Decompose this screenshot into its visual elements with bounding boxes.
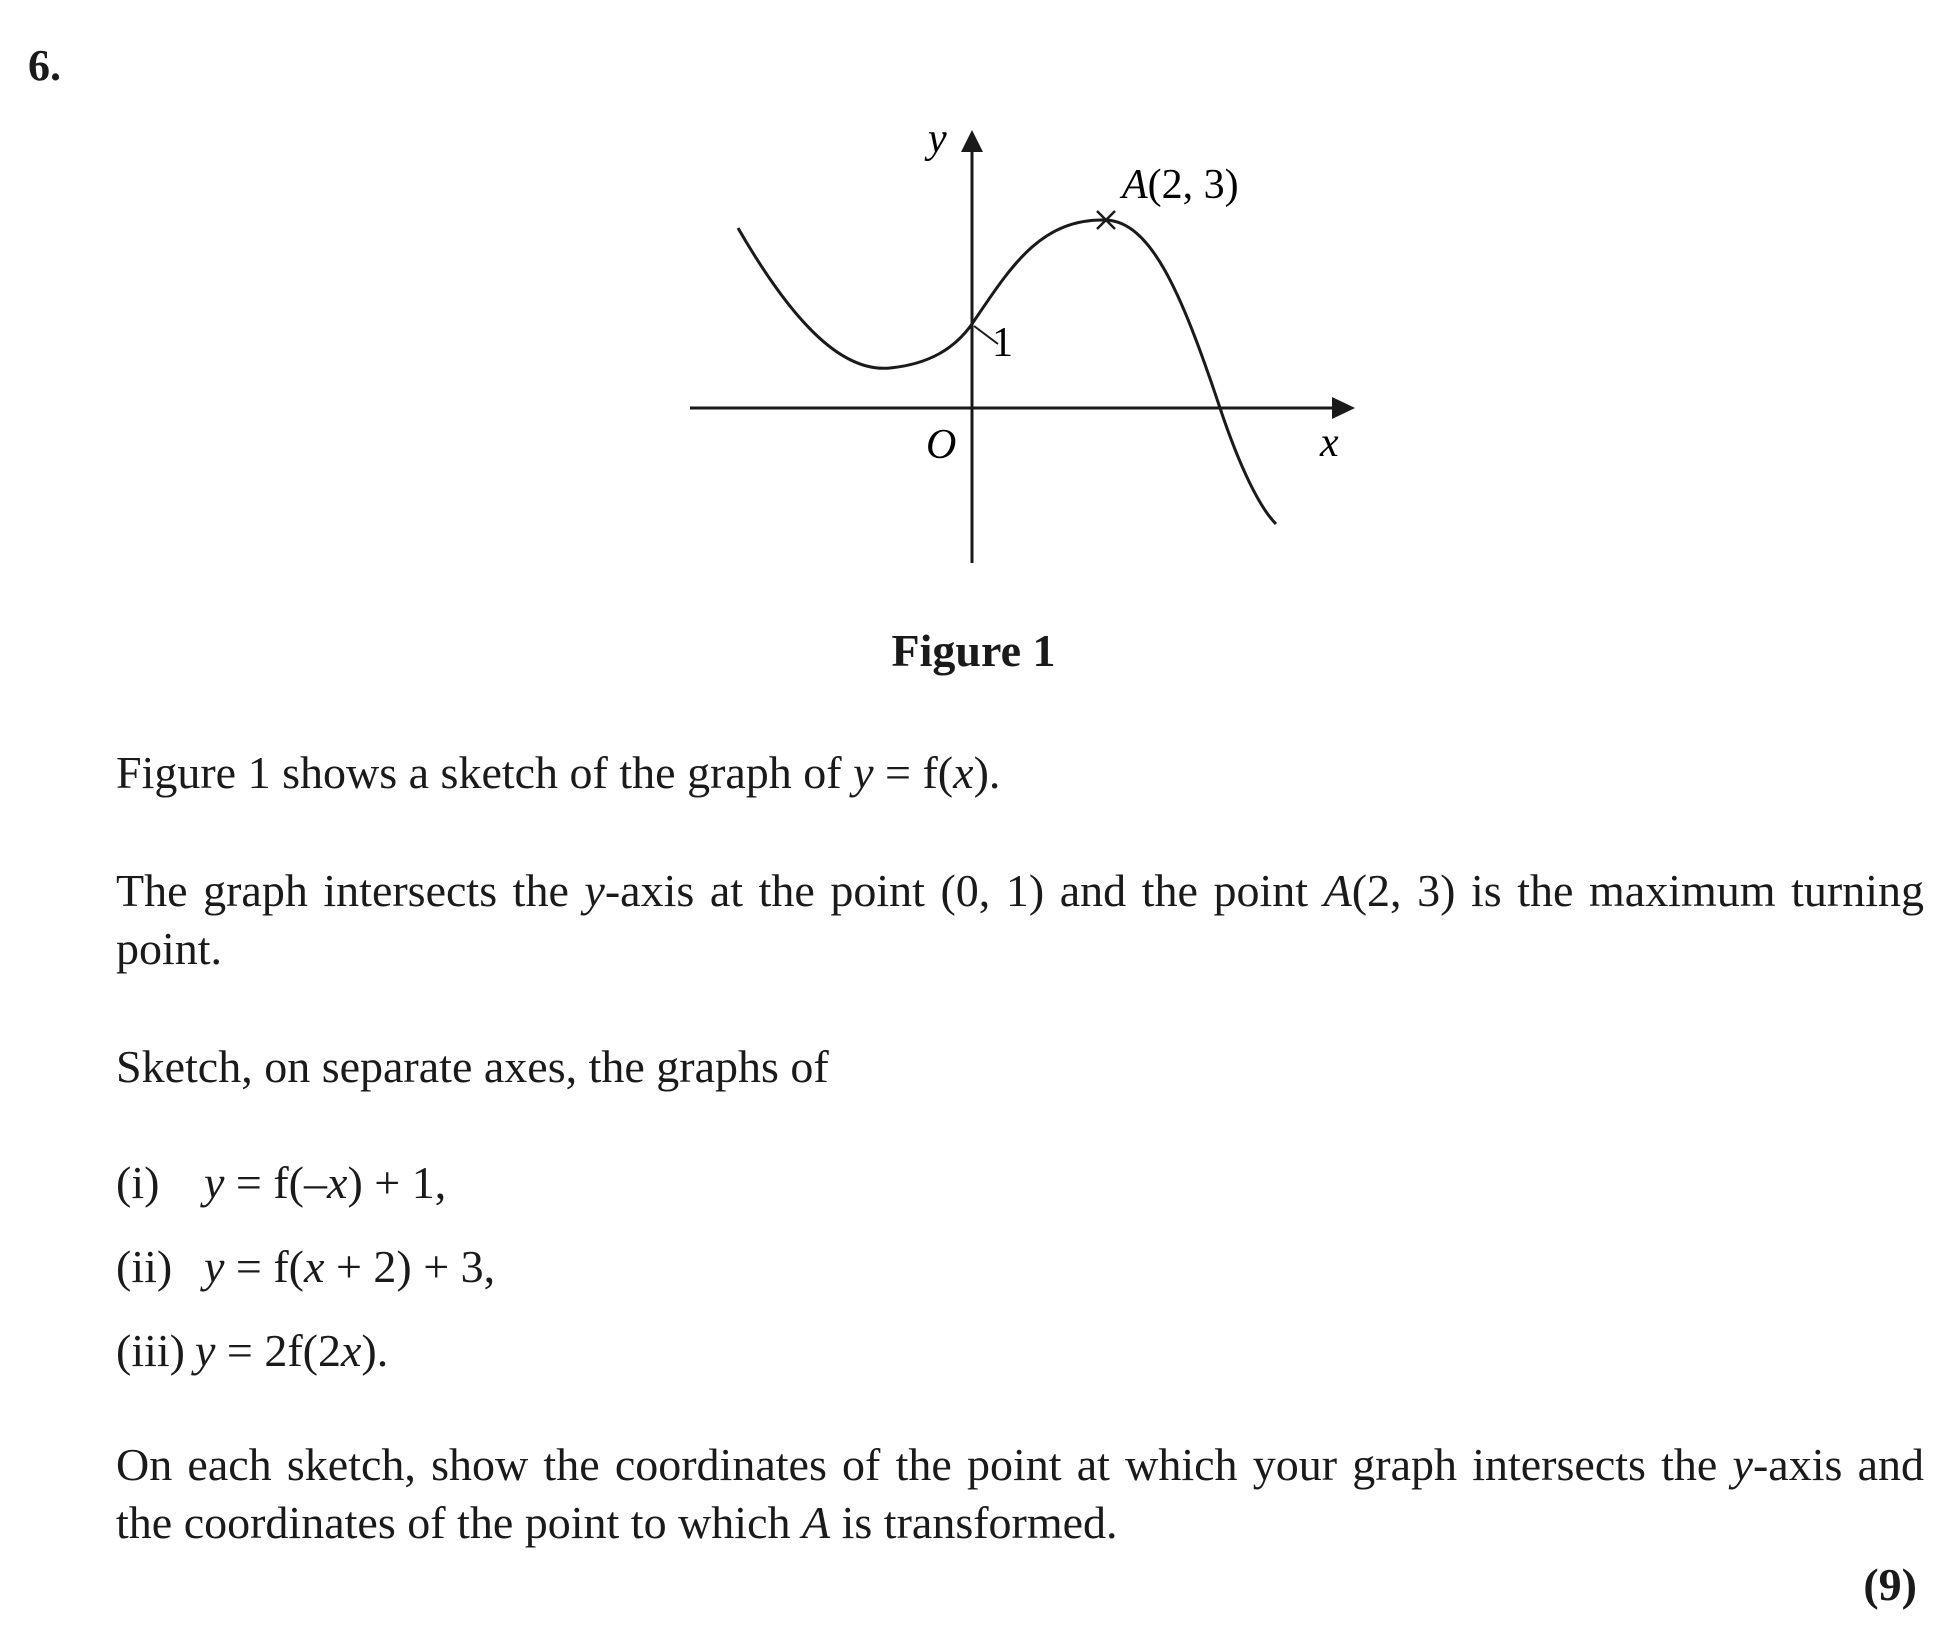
x-axis-label: x bbox=[1320, 420, 1339, 466]
y-intercept-label: 1 bbox=[992, 320, 1013, 366]
y-axis-arrow-icon bbox=[961, 130, 983, 152]
y-axis-label: y bbox=[928, 118, 947, 162]
paragraph-intersection-info: The graph intersects the y-axis at the point (0, 1) and the point A(2, 3) is the maximum turning point. bbox=[116, 865, 1924, 974]
figure-caption: Figure 1 bbox=[891, 625, 1056, 676]
marks-total: (9) bbox=[1863, 1559, 1917, 1610]
origin-label: O bbox=[926, 422, 957, 468]
point-a-label: A(2, 3) bbox=[1122, 162, 1239, 208]
figure-1-graph bbox=[680, 118, 1360, 578]
curve-f bbox=[738, 220, 1276, 524]
paragraph-sketch-instruction: Sketch, on separate axes, the graphs of bbox=[116, 1041, 829, 1092]
question-number: 6. bbox=[28, 41, 61, 90]
part-ii: (ii) y = f(x + 2) + 3, bbox=[116, 1241, 496, 1292]
paragraph-coordinates-instruction: On each sketch, show the coordinates of the point at which your graph intersects the y-axis and the coordinates of the point to which A is transformed. bbox=[116, 1439, 1924, 1548]
point-a-coords: (2, 3) bbox=[1147, 162, 1239, 208]
part-iii: (iii) y = 2f(2x). bbox=[116, 1325, 389, 1376]
part-i: (i) y = f(–x) + 1, bbox=[116, 1157, 447, 1208]
paragraph-graph-description: Figure 1 shows a sketch of the graph of y = f(x). bbox=[116, 747, 1001, 798]
x-axis-arrow-icon bbox=[1332, 397, 1355, 419]
